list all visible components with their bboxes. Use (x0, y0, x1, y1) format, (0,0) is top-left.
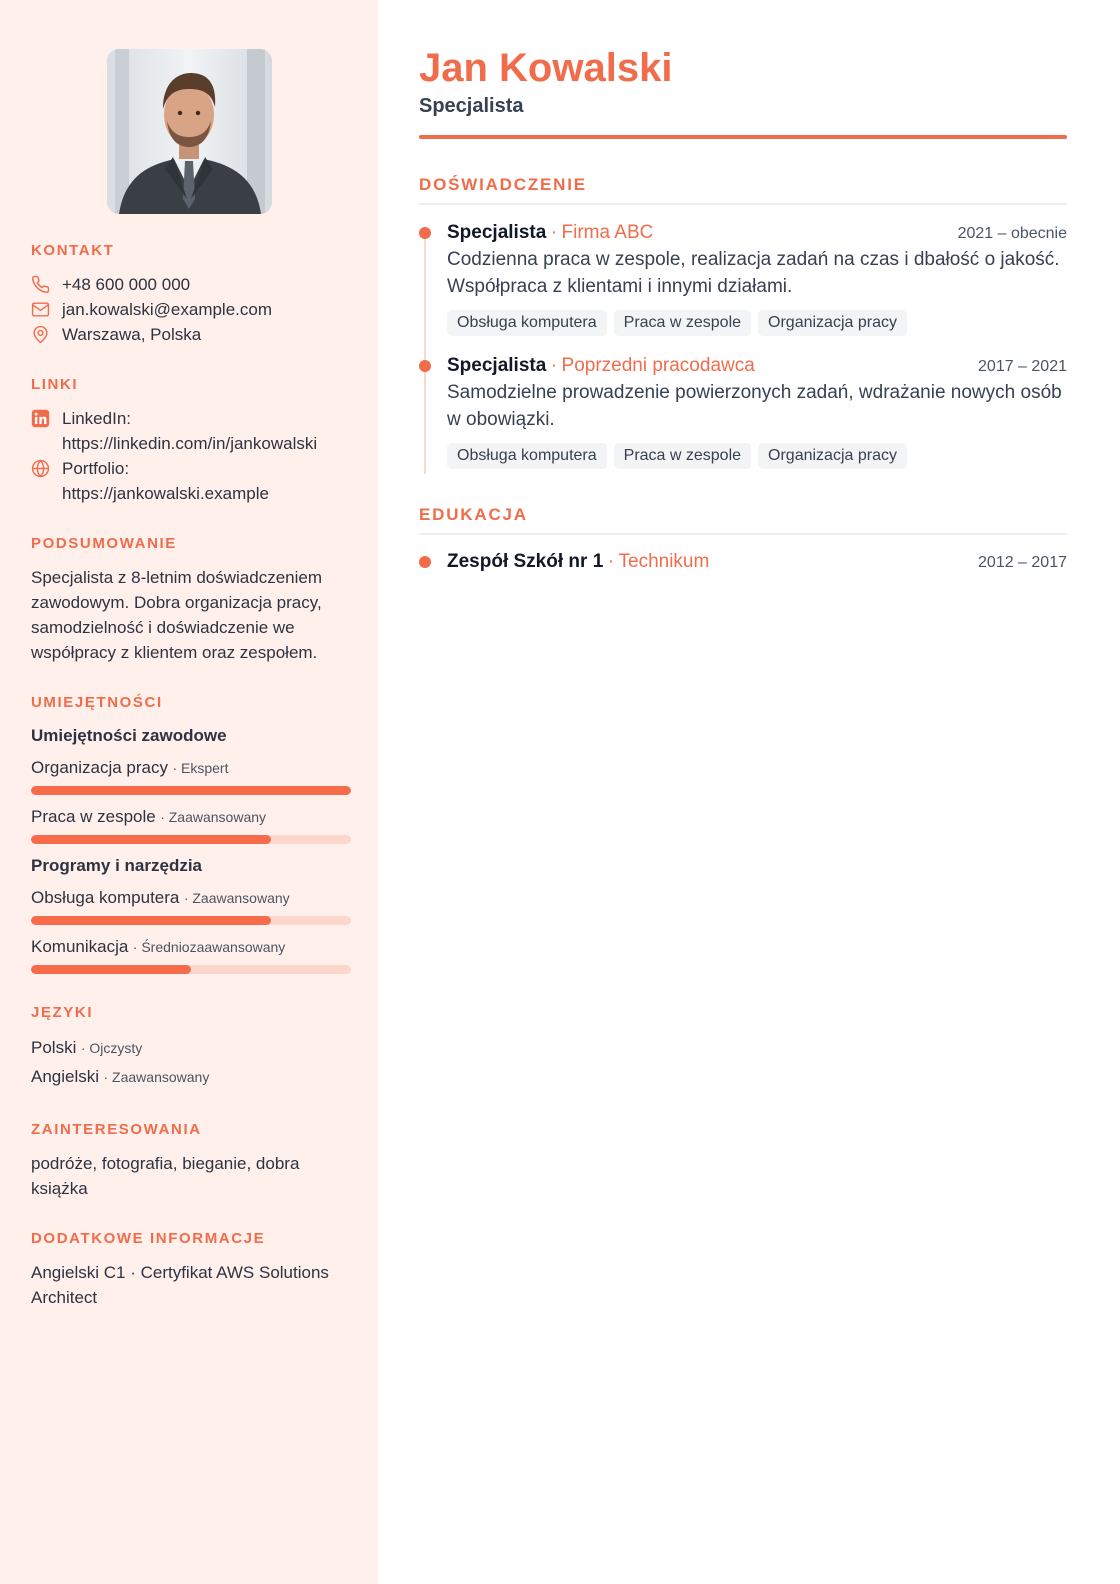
skill-level: · Zaawansowany (160, 809, 267, 825)
skill-bar-fill (31, 916, 271, 925)
interests-section (31, 1121, 351, 1201)
main-content (419, 44, 1067, 573)
entry-dates: 2017 – 2021 (978, 358, 1067, 375)
skill-bar (31, 786, 351, 795)
entry-position: Specjalista (447, 355, 547, 376)
skills-section (31, 694, 351, 974)
experience-section (419, 175, 1067, 469)
entry-dates: 2021 – obecnie (957, 225, 1067, 242)
experience-entry (419, 355, 1067, 469)
phone-text[interactable]: +48 600 000 000 (62, 275, 191, 294)
linkedin-url[interactable]: https://linkedin.com/in/jankowalski (62, 434, 318, 453)
skill-bar-fill (31, 835, 271, 844)
email-text[interactable]: jan.kowalski@example.com (62, 300, 273, 319)
skill-level: · Średniozaawansowany (132, 939, 286, 955)
candidate-name: Jan Kowalski (419, 46, 673, 90)
summary-section (31, 535, 351, 665)
linkedin-icon (31, 406, 51, 431)
tag: Praca w zespole (614, 443, 751, 469)
contact-email (31, 297, 351, 322)
skill-bar (31, 835, 351, 844)
section-divider (419, 203, 1067, 205)
tag: Praca w zespole (614, 310, 751, 336)
entry-description: Codzienna praca w zespole, realizacja zadań na czas i dbałość o jakość. Współpraca z klientami i innymi działami. (447, 249, 1060, 297)
skill-level: · Zaawansowany (183, 890, 290, 906)
summary-text: Specjalista z 8-letnim doświadczeniem zawodowym. Dobra organizacja pracy, samodzielność i doświadczenie we współpracy z klientem oraz zespołem. (31, 568, 323, 662)
interests-title: ZAINTERESOWANIA (31, 1121, 202, 1138)
timeline-dot (419, 227, 431, 239)
sidebar-content (31, 242, 351, 1310)
profile-photo (107, 49, 272, 214)
globe-icon (31, 456, 51, 481)
skill-name: Obsługa komputera (31, 888, 180, 907)
skill-bar-fill (31, 786, 351, 795)
contact-location (31, 322, 351, 347)
skill-bar (31, 965, 351, 974)
entry-company: Poprzedni pracodawca (561, 355, 755, 376)
additional-title: DODATKOWE INFORMACJE (31, 1230, 266, 1247)
education-section (419, 505, 1067, 573)
entry-company: Firma ABC (561, 222, 654, 243)
links-section (31, 376, 351, 506)
summary-title: PODSUMOWANIE (31, 535, 177, 552)
tag: Obsługa komputera (447, 443, 607, 469)
entry-school-type: Technikum (618, 551, 710, 572)
language-item (31, 1063, 351, 1092)
sidebar (0, 0, 378, 1584)
location-text: Warszawa, Polska (62, 325, 202, 344)
languages-section (31, 1004, 351, 1092)
experience-title: DOŚWIADCZENIE (419, 175, 587, 194)
links-title: LINKI (31, 376, 79, 393)
language-level: · Ojczysty (80, 1040, 143, 1056)
entry-tags (447, 443, 1067, 469)
additional-section (31, 1230, 351, 1310)
skill-item (31, 805, 351, 844)
language-name: Angielski (31, 1067, 100, 1086)
entry-dates: 2012 – 2017 (978, 554, 1067, 571)
portfolio-url[interactable]: https://jankowalski.example (62, 484, 269, 503)
skill-name: Organizacja pracy (31, 758, 169, 777)
skill-group-title: Programy i narzędzia (31, 856, 203, 875)
link-linkedin[interactable] (31, 406, 351, 456)
location-pin-icon (31, 322, 51, 347)
entry-separator: · (550, 355, 558, 376)
entry-tags (447, 310, 1067, 336)
education-timeline (419, 551, 1067, 573)
mail-icon (31, 297, 51, 322)
entry-description: Samodzielne prowadzenie powierzonych zadań, wdrażanie nowych osób w obowiązki. (447, 382, 1062, 430)
experience-timeline (419, 222, 1067, 469)
tag: Organizacja pracy (758, 310, 907, 336)
contact-section (31, 242, 351, 347)
skill-bar (31, 916, 351, 925)
timeline-dot (419, 360, 431, 372)
entry-school: Zespół Szkół nr 1 (447, 551, 604, 572)
skill-bar-fill (31, 965, 191, 974)
experience-entry (419, 222, 1067, 336)
tag: Organizacja pracy (758, 443, 907, 469)
contact-phone (31, 272, 351, 297)
header-divider (419, 135, 1067, 139)
languages-title: JĘZYKI (31, 1004, 94, 1021)
education-title: EDUKACJA (419, 505, 528, 524)
contact-title: KONTAKT (31, 242, 115, 259)
interests-text: podróże, fotografia, bieganie, dobra książka (31, 1154, 300, 1198)
additional-text: Angielski C1 · Certyfikat AWS Solutions Architect (31, 1263, 329, 1307)
tag: Obsługa komputera (447, 310, 607, 336)
skill-name: Komunikacja (31, 937, 129, 956)
entry-separator: · (550, 222, 558, 243)
education-entry (419, 551, 1067, 573)
skill-item (31, 756, 351, 795)
portfolio-label: Portfolio: (62, 459, 130, 478)
linkedin-label: LinkedIn: (62, 409, 131, 428)
language-name: Polski (31, 1038, 77, 1057)
skill-name: Praca w zespole (31, 807, 156, 826)
candidate-role: Specjalista (419, 95, 524, 117)
language-level: · Zaawansowany (103, 1069, 210, 1085)
entry-position: Specjalista (447, 222, 547, 243)
entry-separator: · (607, 551, 615, 572)
timeline-dot (419, 556, 431, 568)
language-item (31, 1034, 351, 1063)
phone-icon (31, 272, 51, 297)
skills-title: UMIEJĘTNOŚCI (31, 694, 163, 711)
link-portfolio[interactable] (31, 456, 351, 506)
section-divider (419, 533, 1067, 535)
skill-level: · Ekspert (172, 760, 229, 776)
skill-group-title: Umiejętności zawodowe (31, 726, 227, 745)
skill-item (31, 935, 351, 974)
skill-item (31, 886, 351, 925)
